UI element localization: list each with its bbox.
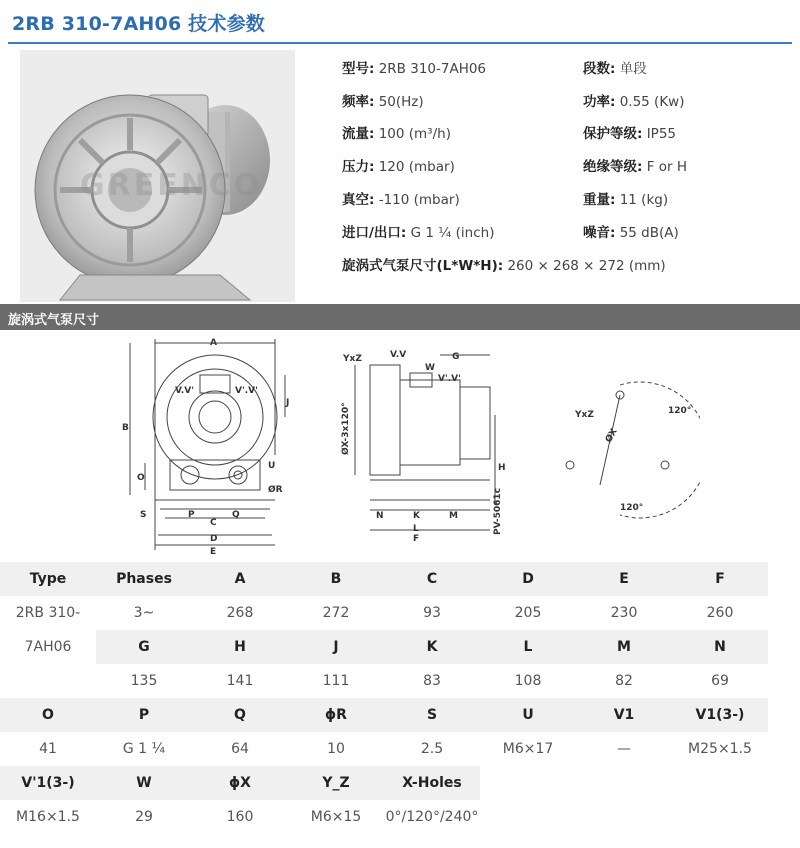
table-header: K (384, 630, 480, 664)
table-header: P (96, 698, 192, 732)
table-row (0, 800, 768, 834)
spec-protection: 保护等级: IP55 (583, 126, 677, 142)
table-header: G (96, 630, 192, 664)
svg-text:YxZ: YxZ (575, 410, 594, 420)
table-header: B (288, 562, 384, 596)
table-row (0, 766, 768, 800)
table-cell: 0°/120°/240° (384, 800, 480, 834)
svg-text:YxZ: YxZ (343, 354, 362, 364)
spec-power: 功率: 0.55 (Kw) (583, 94, 685, 110)
table-header: Phases (96, 562, 192, 596)
table-cell: 135 (96, 664, 192, 698)
table-cell: 29 (96, 800, 192, 834)
table-header: Type (0, 562, 96, 596)
svg-text:S: S (140, 510, 147, 520)
svg-text:120°: 120° (668, 406, 692, 416)
table-header: S (384, 698, 480, 732)
dimensions-table (0, 562, 768, 834)
table-row (0, 562, 768, 596)
table-cell: 41 (0, 732, 96, 766)
table-cell: M6×15 (288, 800, 384, 834)
table-header: V'1(3-) (0, 766, 96, 800)
table-cell: — (576, 732, 672, 766)
table-header: Q (192, 698, 288, 732)
table-header: O (0, 698, 96, 732)
table-cell: M6×17 (480, 732, 576, 766)
side-view (340, 350, 506, 544)
svg-text:A: A (210, 338, 217, 348)
svg-text:E: E (210, 547, 217, 557)
svg-text:D: D (210, 534, 218, 544)
table-cell: 111 (288, 664, 384, 698)
svg-text:ØX-3x120°: ØX-3x120° (341, 402, 351, 455)
table-cell: 2.5 (384, 732, 480, 766)
table-cell: 230 (576, 596, 672, 630)
svg-text:V.V': V.V' (175, 386, 194, 396)
product-photo (20, 50, 295, 302)
table-cell: 141 (192, 664, 288, 698)
table-cell: G 1 ¼ (96, 732, 192, 766)
table-cell: 10 (288, 732, 384, 766)
spec-pressure: 压力: 120 (mbar) (342, 159, 455, 175)
section-header: 旋涡式气泵尺寸 (0, 304, 800, 330)
flange-view (566, 382, 700, 518)
spec-vacuum: 真空: -110 (mbar) (342, 192, 460, 208)
table-row (0, 732, 768, 766)
svg-text:ØR: ØR (268, 485, 283, 495)
front-view (122, 338, 289, 557)
table-header: F (672, 562, 768, 596)
table-header: Y_Z (288, 766, 384, 800)
table-header: ϕR (288, 698, 384, 732)
table-header: H (192, 630, 288, 664)
table-header: J (288, 630, 384, 664)
svg-text:Q: Q (232, 510, 240, 520)
table-cell: 272 (288, 596, 384, 630)
table-header: M (576, 630, 672, 664)
table-header: A (192, 562, 288, 596)
svg-text:H: H (498, 463, 506, 473)
spec-flow: 流量: 100 (m³/h) (342, 126, 451, 142)
table-header: X-Holes (384, 766, 480, 800)
svg-text:J: J (286, 398, 290, 408)
table-cell (0, 664, 96, 698)
svg-text:P: P (188, 510, 195, 520)
spec-insulation: 绝缘等级: F or H (583, 159, 688, 175)
spec-model: 型号: 2RB 310-7AH06 (342, 61, 487, 77)
table-cell: M25×1.5 (672, 732, 768, 766)
table-row (0, 596, 768, 630)
table-cell: 64 (192, 732, 288, 766)
table-header: D (480, 562, 576, 596)
svg-text:K: K (413, 511, 420, 521)
svg-text:V.V: V.V (390, 350, 407, 360)
table-header: V1(3-) (672, 698, 768, 732)
table-header: W (96, 766, 192, 800)
table-header: N (672, 630, 768, 664)
svg-text:V'.V': V'.V' (235, 386, 258, 396)
table-header: U (480, 698, 576, 732)
svg-text:O: O (137, 473, 145, 483)
svg-text:G: G (452, 352, 460, 362)
spec-stage: 段数: 单段 (583, 61, 647, 77)
watermark-logo: GREENCO (80, 168, 263, 203)
svg-text:F: F (413, 534, 420, 544)
table-cell: 108 (480, 664, 576, 698)
table-header: E (576, 562, 672, 596)
table-header: V1 (576, 698, 672, 732)
svg-text:M: M (449, 511, 458, 521)
table-cell: M16×1.5 (0, 800, 96, 834)
title-divider (8, 42, 792, 44)
table-row (0, 698, 768, 732)
svg-text:B: B (122, 423, 129, 433)
svg-text:C: C (210, 518, 217, 528)
table-header: C (384, 562, 480, 596)
spec-noise: 噪音: 55 dB(A) (583, 225, 679, 241)
svg-text:L: L (413, 524, 419, 534)
table-cell: 2RB 310- (0, 596, 96, 630)
table-cell: 7AH06 (0, 630, 96, 664)
table-row (0, 664, 768, 698)
table-header: L (480, 630, 576, 664)
table-cell: 260 (672, 596, 768, 630)
spec-size: 旋涡式气泵尺寸(L*W*H): 260 × 268 × 272 (mm) (342, 258, 666, 274)
svg-text:W: W (425, 363, 435, 373)
svg-text:V'.V': V'.V' (438, 374, 461, 384)
svg-text:PV-5061c: PV-5061c (493, 487, 503, 535)
svg-text:N: N (376, 511, 384, 521)
table-header: ϕX (192, 766, 288, 800)
table-cell: 93 (384, 596, 480, 630)
spec-weight: 重量: 11 (kg) (583, 192, 669, 208)
table-cell: 3~ (96, 596, 192, 630)
spec-port: 进口/出口: G 1 ¼ (inch) (342, 225, 495, 241)
spec-frequency: 频率: 50(Hz) (342, 94, 424, 110)
table-cell: 160 (192, 800, 288, 834)
table-cell: 82 (576, 664, 672, 698)
table-cell: 83 (384, 664, 480, 698)
svg-text:120°: 120° (620, 503, 644, 513)
table-cell: 205 (480, 596, 576, 630)
svg-text:ØX: ØX (603, 427, 620, 445)
table-row (0, 630, 768, 664)
svg-text:U: U (268, 461, 276, 471)
dimension-drawing (100, 335, 700, 560)
page-title: 2RB 310-7AH06 技术参数 (12, 13, 265, 35)
table-cell: 268 (192, 596, 288, 630)
table-cell: 69 (672, 664, 768, 698)
